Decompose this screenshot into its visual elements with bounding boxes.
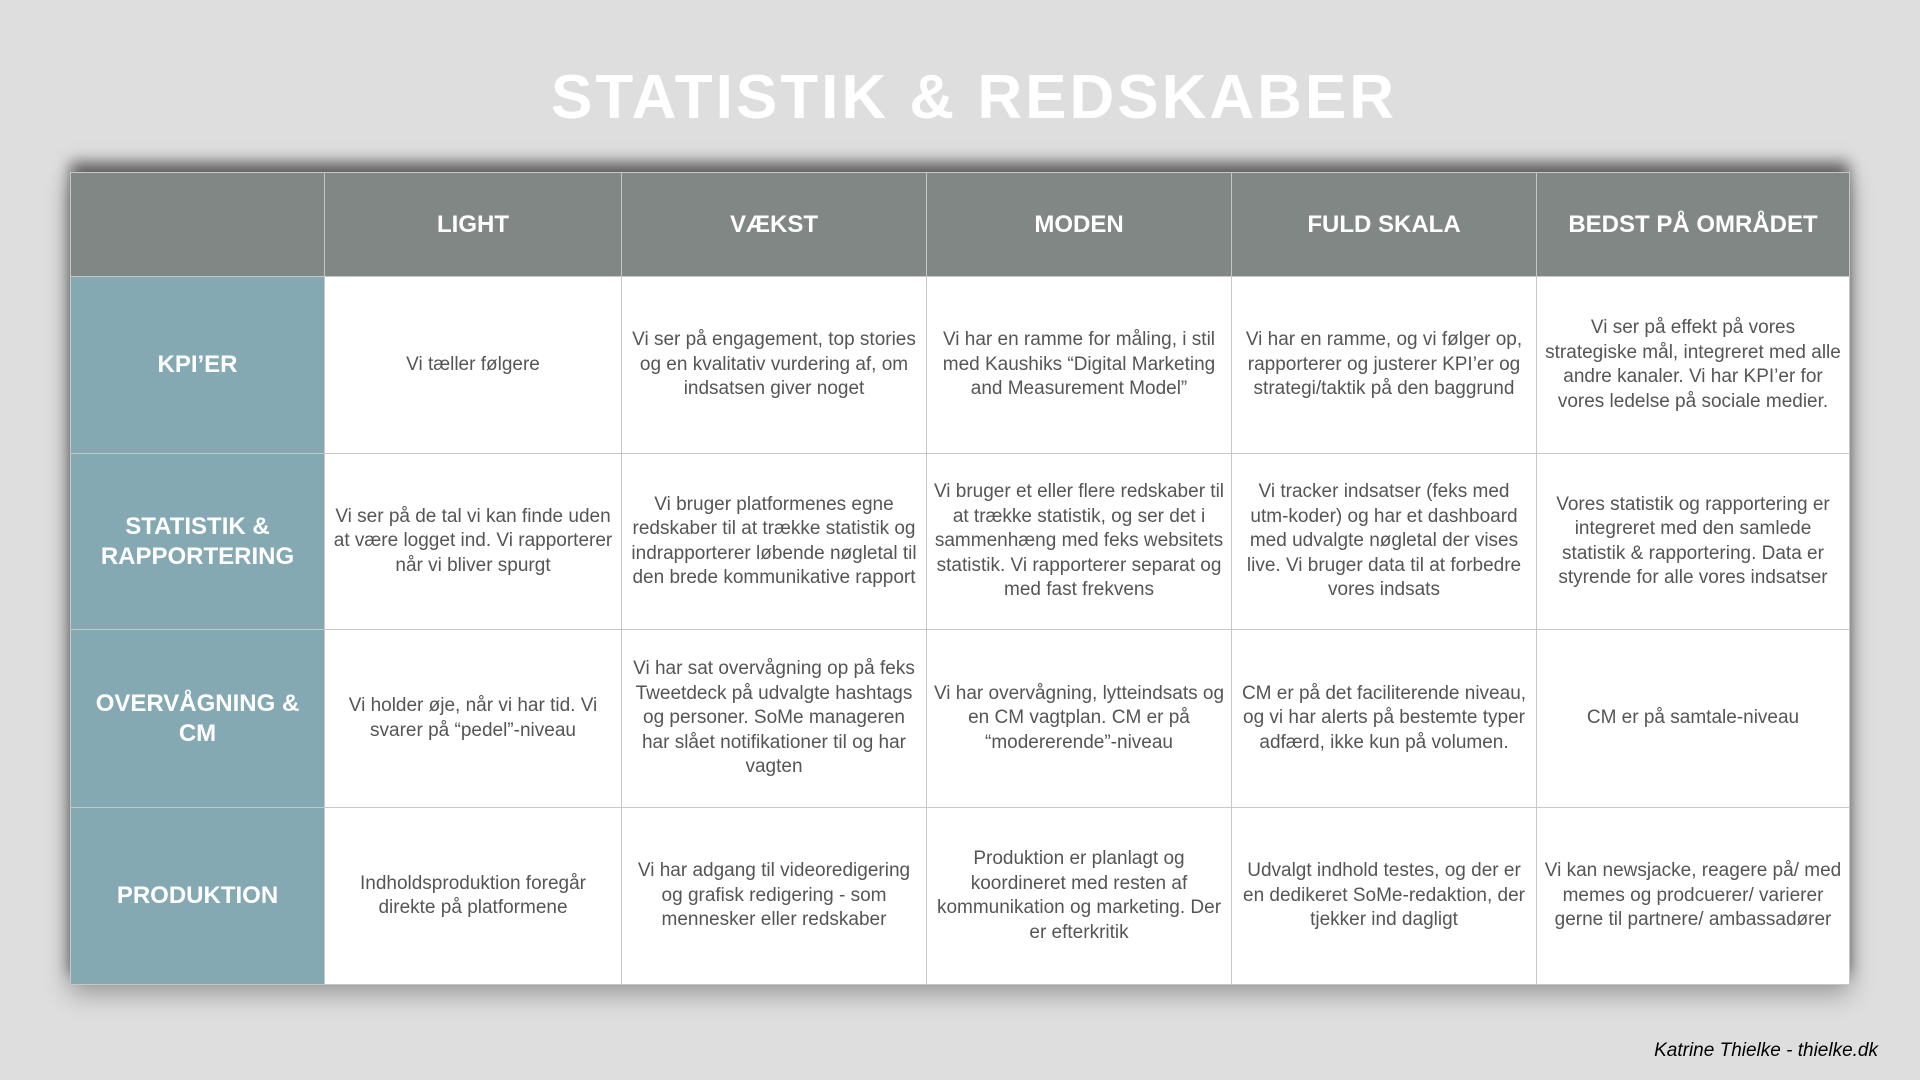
row-header-statistik-rapportering: STATISTIK & RAPPORTERING bbox=[71, 454, 325, 630]
column-header-moden: MODEN bbox=[927, 173, 1232, 277]
table-cell: Vi ser på engagement, top stories og en kvalitativ vurdering af, om indsatsen giver noget bbox=[622, 277, 927, 454]
header-row bbox=[71, 173, 1850, 277]
row-header-overvaagning-cm: OVERVÅGNING & CM bbox=[71, 630, 325, 808]
table-cell: Vi ser på de tal vi kan finde uden at være logget ind. Vi rapporterer når vi bliver spurgt bbox=[325, 454, 622, 630]
table-cell: Vi bruger platformenes egne redskaber til at trække statistik og indrapporterer løbende nøgletal til den brede kommunikative rapport bbox=[622, 454, 927, 630]
table-row-kpier bbox=[71, 277, 1850, 454]
table-cell: Vi har en ramme, og vi følger op, rapporterer og justerer KPI’er og strategi/taktik på den baggrund bbox=[1232, 277, 1537, 454]
column-header-vaekst: VÆKST bbox=[622, 173, 927, 277]
table-cell: Vi har en ramme for måling, i stil med Kaushiks “Digital Marketing and Measurement Model” bbox=[927, 277, 1232, 454]
table-cell: Vi tracker indsatser (feks med utm-koder) og har et dashboard med udvalgte nøgletal der vises live. Vi bruger data til at forbedre vores indsats bbox=[1232, 454, 1537, 630]
table-cell: Vi ser på effekt på vores strategiske mål, integreret med alle andre kanaler. Vi har KPI’er for vores ledelse på sociale medier. bbox=[1537, 277, 1850, 454]
column-header-fuld-skala: FULD SKALA bbox=[1232, 173, 1537, 277]
table-cell: Vi tæller følgere bbox=[325, 277, 622, 454]
table-cell: Vi bruger et eller flere redskaber til at trække statistik, og ser det i sammenhæng med feks websitets statistik. Vi rapporterer separat og med fast frekvens bbox=[927, 454, 1232, 630]
row-header-kpier: KPI’ER bbox=[71, 277, 325, 454]
table-row-produktion bbox=[71, 808, 1850, 985]
table-row-statistik-rapportering bbox=[71, 454, 1850, 630]
table-cell: Vi har sat overvågning op på feks Tweetdeck på udvalgte hashtags og personer. SoMe manageren har slået notifikationer til og har vagten bbox=[622, 630, 927, 808]
row-header-produktion: PRODUKTION bbox=[71, 808, 325, 985]
table-cell: Vi kan newsjacke, reagere på/ med memes og prodcuerer/ varierer gerne til partnere/ ambassadører bbox=[1537, 808, 1850, 985]
table-cell: CM er på samtale-niveau bbox=[1537, 630, 1850, 808]
author-credit: Katrine Thielke - thielke.dk bbox=[1654, 1040, 1878, 1061]
column-header-bedst-paa-omraadet: BEDST PÅ OMRÅDET bbox=[1537, 173, 1850, 277]
table-cell: Udvalgt indhold testes, og der er en dedikeret SoMe-redaktion, der tjekker ind dagligt bbox=[1232, 808, 1537, 985]
table-cell: CM er på det faciliterende niveau, og vi har alerts på bestemte typer adfærd, ikke kun på volumen. bbox=[1232, 630, 1537, 808]
maturity-table-container bbox=[70, 172, 1849, 984]
table-row-overvaagning-cm bbox=[71, 630, 1850, 808]
maturity-table bbox=[70, 172, 1850, 985]
table-cell: Indholdsproduktion foregår direkte på platformene bbox=[325, 808, 622, 985]
slide-title: STATISTIK & REDSKABER bbox=[550, 63, 1398, 132]
corner-cell bbox=[71, 173, 325, 277]
table-cell: Produktion er planlagt og koordineret med resten af kommunikation og marketing. Der er efterkritik bbox=[927, 808, 1232, 985]
column-header-light: LIGHT bbox=[325, 173, 622, 277]
table-cell: Vores statistik og rapportering er integreret med den samlede statistik & rapportering. Data er styrende for alle vores indsatser bbox=[1537, 454, 1850, 630]
table-cell: Vi har overvågning, lytteindsats og en CM vagtplan. CM er på “modererende”-niveau bbox=[927, 630, 1232, 808]
table-cell: Vi holder øje, når vi har tid. Vi svarer på “pedel”-niveau bbox=[325, 630, 622, 808]
table-cell: Vi har adgang til videoredigering og grafisk redigering - som mennesker eller redskaber bbox=[622, 808, 927, 985]
